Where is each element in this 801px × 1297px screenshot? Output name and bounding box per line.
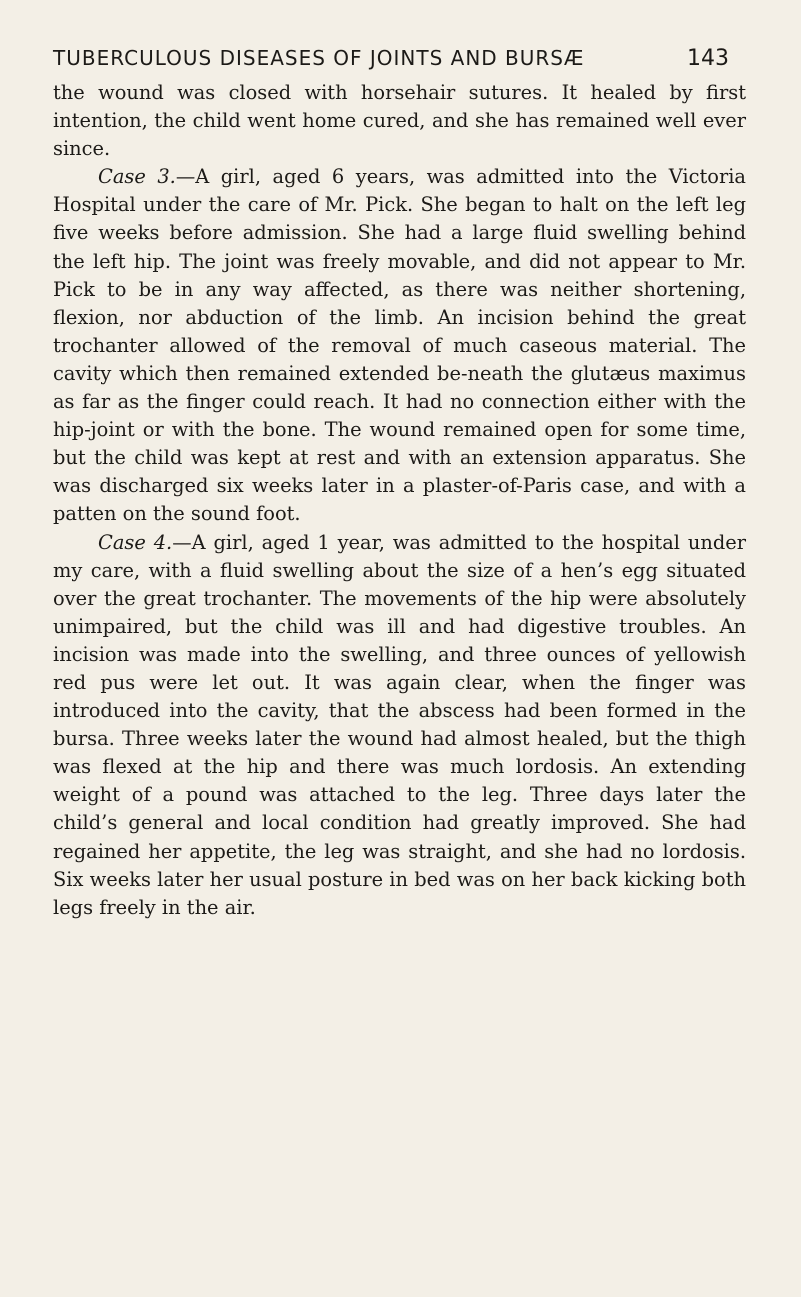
paragraph-text: —A girl, aged 1 year, was admitted to the hospital under my care, with a fluid swelling about the size of a hen’s egg situated over the great trochanter. The movements of the hip were absolutely unimpaired, but the child was ill and had digestive troubles. An incision was made into the swelling, and three ounces of yellowish red pus were let out. It was again clear, when the finger was introduced into the cavity, that the abscess had been formed in the bursa. Three weeks later the wound had almost healed, but the thigh was flexed at the hip and there was much lordosis. An extending weight of a pound was attached to the leg. Three days later the child’s general and local condition had greatly improved. She had regained her appetite, the leg was straight, and she had no lordosis. Six weeks later her usual posture in bed was on her back kicking both legs freely in the air. — [53, 530, 746, 919]
paragraph-text: the wound was closed with horsehair sutures. It healed by first intention, the child went home cured, and she has remained well ever since. — [53, 81, 746, 161]
paragraph-continuation — [53, 79, 746, 163]
paragraph-case-3 — [53, 163, 746, 528]
page-number: 143 — [687, 46, 729, 71]
case-label: Case 3. — [98, 165, 176, 189]
body-text — [53, 79, 748, 922]
running-head — [53, 46, 729, 71]
running-head-title: TUBERCULOUS DISEASES OF JOINTS AND BURSÆ — [53, 46, 585, 70]
paragraph-text: —A girl, aged 6 years, was admitted into the Victoria Hospital under the care of Mr. Pick. She began to halt on the left leg five weeks before admission. She had a large fluid swelling behind the left hip. The joint was freely movable, and did not appear to Mr. Pick to be in any way affected, as there was neither shortening, flexion, nor abduction of the limb. An incision behind the great trochanter allowed of the removal of much caseous material. The cavity which then remained extended be-neath the glutæus maximus as far as the finger could reach. It had no connection either with the hip-joint or with the bone. The wound remained open for some time, but the child was kept at rest and with an extension apparatus. She was discharged six weeks later in a plaster-of-Paris case, and with a patten on the sound foot. — [53, 165, 746, 526]
case-label: Case 4. — [98, 530, 173, 554]
paragraph-case-4 — [53, 529, 746, 922]
